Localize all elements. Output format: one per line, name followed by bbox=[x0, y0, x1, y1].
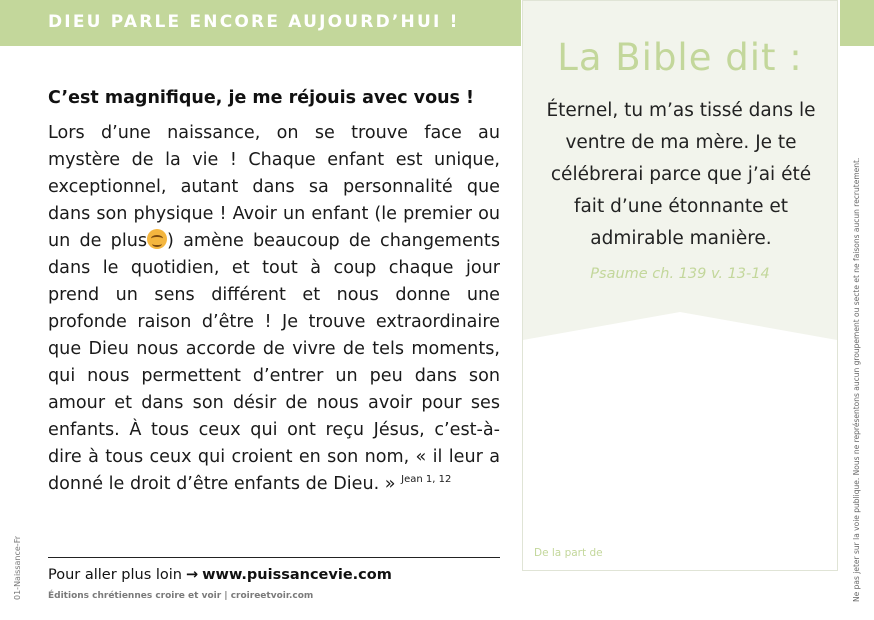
publisher-line: Éditions chrétiennes croire et voir | croireetvoir.com bbox=[48, 591, 314, 601]
verse-text: Éternel, tu m’as tissé dans le ventre de ma mère. Je te célébrerai parce que j’ai été fait d’une étonnante et admirable manière. bbox=[546, 100, 816, 249]
paragraph-part-1: Lors d’une naissance, on se trouve face au mystère de la vie ! Chaque enfant est unique, exceptionnel, autant dans sa personnalité que dans son physique ! Avoir un enfant (le premier ou un de plus bbox=[48, 123, 500, 251]
footer-divider bbox=[48, 557, 500, 558]
from-label: De la part de bbox=[534, 547, 603, 559]
main-paragraph bbox=[48, 120, 500, 498]
banner-title: DIEU PARLE ENCORE AUJOURD’HUI ! bbox=[48, 12, 460, 32]
corner-accent bbox=[840, 0, 874, 46]
item-code: 01-Naissance-Fr bbox=[13, 536, 22, 600]
more-label: Pour aller plus loin bbox=[48, 567, 182, 583]
arrow-right-icon: → bbox=[186, 567, 199, 583]
verse-reference: Psaume ch. 139 v. 13-14 bbox=[590, 266, 770, 282]
legal-notice: Ne pas jeter sur la voie publique. Nous ne représentons aucun groupement ou secte et ne faisons aucun recrutement. bbox=[852, 157, 861, 602]
header-banner bbox=[0, 0, 521, 46]
smiling-face-with-hearts-icon bbox=[147, 229, 167, 249]
panel-lower-white-area bbox=[523, 312, 837, 570]
scripture-reference: Jean 1, 12 bbox=[401, 474, 452, 486]
main-heading: C’est magnifique, je me réjouis avec vous ! bbox=[48, 88, 475, 108]
website-link[interactable]: www.puissancevie.com bbox=[202, 567, 392, 583]
more-info-line bbox=[48, 567, 392, 583]
paragraph-part-2: ) amène beaucoup de changements dans le quotidien, et tout à coup chaque jour prend un sens différent et nous donne une profonde raison d’être ! Je trouve extraordinaire que Dieu nous accorde de vivre de tels moments, qui nous permettent d’entrer un peu dans son amour et dans son désir de nous avoir pour ses enfants. À tous ceux qui ont reçu Jésus, c’est-à-dire à tous ceux qui croient en son nom, « il leur a donné le droit d’être enfants de Dieu. » bbox=[48, 231, 500, 494]
bible-title: La Bible dit : bbox=[557, 36, 803, 79]
